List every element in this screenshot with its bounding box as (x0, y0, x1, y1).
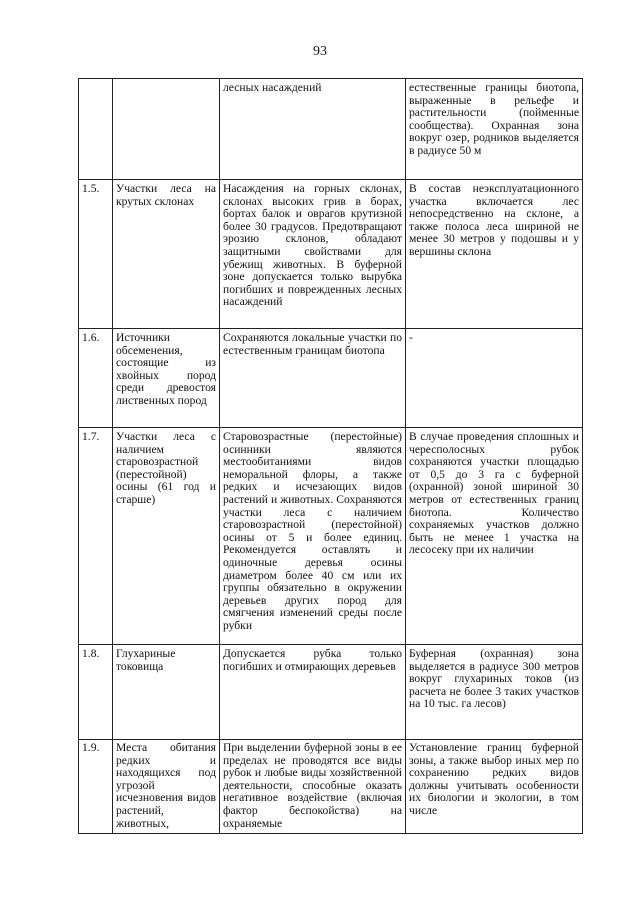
row-number-cell: 1.8. (79, 645, 113, 740)
requirements-cell: Сохраняются локальные участки по естественным границам биотопа (220, 329, 406, 428)
page-number: 93 (313, 44, 327, 59)
requirements-cell: лесных насаждений (220, 79, 406, 180)
biotope-table (78, 78, 583, 834)
object-cell: Участки леса на крутых склонах (113, 180, 220, 329)
additional-cell: естественные границы биотопа, выраженные в рельефе и растительности (пойменные сообщества). Охранная зона вокруг озер, родников выделяется в радиусе 50 м (406, 79, 583, 180)
table-row (79, 645, 583, 740)
table-row (79, 329, 583, 428)
object-cell: Участки леса с наличием старовозрастной (перестойной) осины (61 год и старше) (113, 428, 220, 645)
additional-cell: В случае проведения сплошных и чересполосных рубок сохраняются участки площадью от 0,5 до 3 га с буферной (охранной) зоной шириной 30 метров от естественных границ биотопа. Количество сохраняемых участков должно быть не менее 1 участка на лесосеку при их наличии (406, 428, 583, 645)
additional-cell: Установление границ буферной зоны, а также выбор иных мер по сохранению редких видов должны учитывать особенности их биологии и экологии, в том числе (406, 740, 583, 834)
object-cell: Места обитания редких и находящихся под угрозой исчезновения видов растений, животных, (113, 740, 220, 834)
row-number-cell: 1.7. (79, 428, 113, 645)
requirements-cell: Насаждения на горных склонах, склонах высоких грив в борах, бортах балок и оврагов крутизной более 30 градусов. Предотвращают эрозию склонов, обладают защитными свойствами для убежищ животных. В буферной зоне допускается только вырубка погибших и поврежденных лесных насаждений (220, 180, 406, 329)
table-row (79, 428, 583, 645)
object-cell (113, 79, 220, 180)
additional-cell: Буферная (охранная) зона выделяется в радиусе 300 метров вокруг глухариных токов (из расчета не более 3 таких участков на 10 тыс. га лесов) (406, 645, 583, 740)
row-number-cell: 1.6. (79, 329, 113, 428)
additional-cell: - (406, 329, 583, 428)
table-row (79, 180, 583, 329)
table-row (79, 740, 583, 834)
row-number-cell (79, 79, 113, 180)
requirements-cell: При выделении буферной зоны в ее пределах не проводятся все виды рубок и любые виды хозяйственной деятельности, способные оказать негативное воздействие (включая фактор беспокойства) на охраняемые (220, 740, 406, 834)
row-number-cell: 1.9. (79, 740, 113, 834)
requirements-cell: Допускается рубка только погибших и отмирающих деревьев (220, 645, 406, 740)
additional-cell: В состав неэксплуатационного участка включается лес непосредственно на склоне, а также полоса леса шириной не менее 30 метров у подошвы и у вершины склона (406, 180, 583, 329)
table-row (79, 79, 583, 180)
row-number-cell: 1.5. (79, 180, 113, 329)
object-cell: Источники обсеменения, состоящие из хвойных пород среди древостоя лиственных пород (113, 329, 220, 428)
object-cell: Глухариные токовища (113, 645, 220, 740)
requirements-cell: Старовозрастные (перестойные) осинники являются местообитаниями видов неморальной флоры, а также редких и исчезающих видов растений и животных. Сохраняются участки леса с наличием старовозрастной (перестойной) осины от 5 и более единиц. Рекомендуется оставлять и одиночные деревья осины диаметром более 40 см или их группы обязательно в окружении деревьев других пород для смягчения изменений среды после рубки (220, 428, 406, 645)
